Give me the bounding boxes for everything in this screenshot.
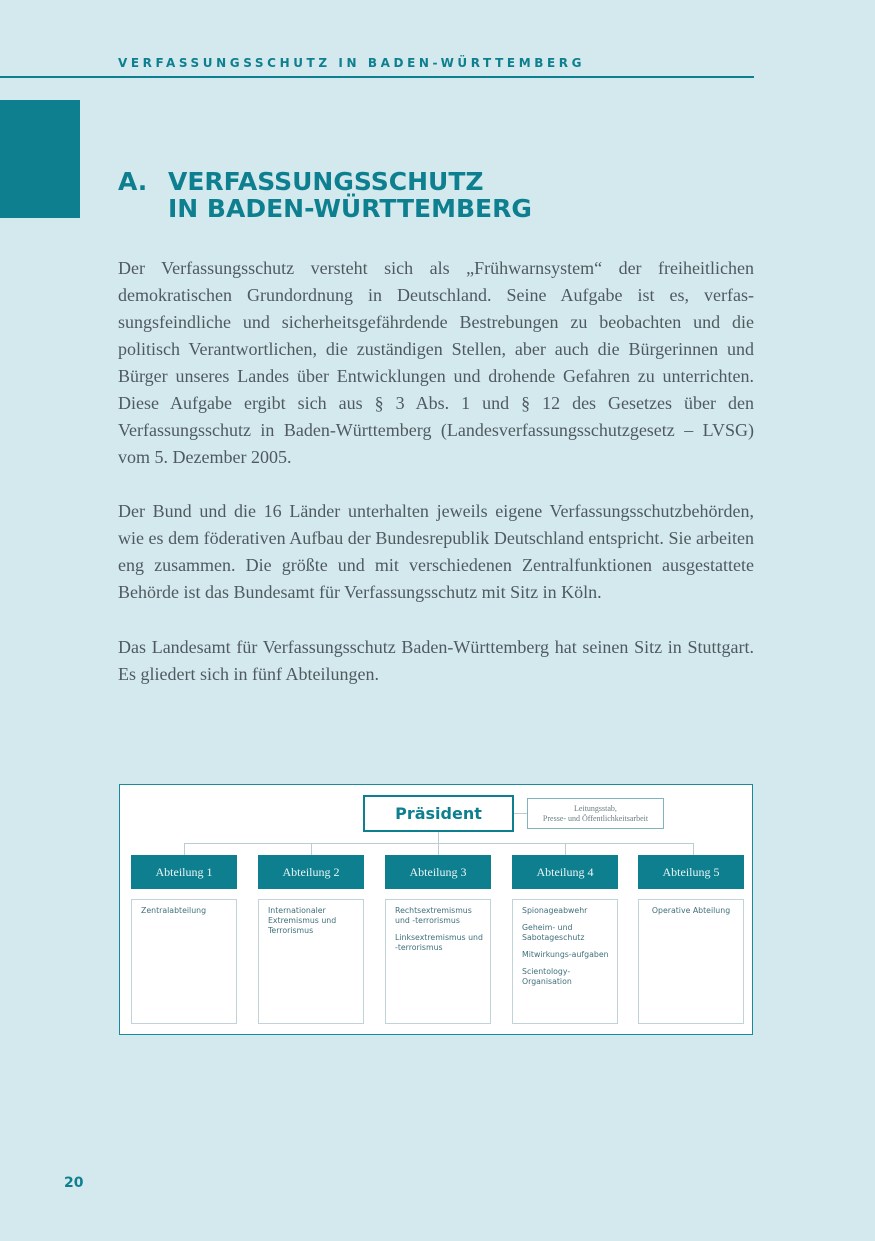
task-item: Operative Abteilung [651,906,731,915]
department-3-tasks [385,899,491,1024]
connector-dept-5 [693,843,694,855]
task-item: Spionageabwehr [522,906,588,915]
chapter-number: A. [118,167,148,196]
department-2-header: Abteilung 2 [258,855,364,889]
connector-dept-1 [184,843,185,855]
department-2-tasks [258,899,364,1024]
department-3-header: Abteilung 3 [385,855,491,889]
org-chart [119,784,753,1035]
chapter-title-line-1: VERFASSUNGSSCHUTZ [168,167,484,196]
staff-box [527,798,664,829]
department-5-tasks [638,899,744,1024]
staff-line-1: Leitungsstab, [574,803,617,813]
task-item: Zentralabteilung [141,906,207,915]
task-item: Linksextremismus und -terrorismus [395,933,483,952]
president-box: Präsident [363,795,514,832]
department-1-header: Abteilung 1 [131,855,237,889]
page-number: 20 [64,1175,84,1191]
connector-staff [514,813,527,814]
department-4-header: Abteilung 4 [512,855,618,889]
paragraph-1: Der Verfassungsschutz versteht sich als „Frühwarnsystem“ der freiheitlichen demokratischen Grundordnung in Deutschland. Seine Aufgabe ist es, verfassungsfeindliche und sicherheitsgefährdende Bestrebungen zu beobachten und die politisch Verantwortlichen, die zuständigen Stellen, aber auch die Bürgerinnen und Bürger unseres Landes über Entwicklungen und drohende Gefahren zu unterrichten. Diese Aufgabe ergibt sich aus § 3 Abs. 1 und § 12 des Gesetzes über den Verfassungsschutz in Baden-Württemberg (Landesverfassungsschutzgesetz – LVSG) vom 5. Dezember 2005. [118,258,754,467]
department-5-header: Abteilung 5 [638,855,744,889]
staff-line-2: Presse- und Öffentlichkeitsarbeit [542,813,649,823]
connector-dept-4 [565,843,566,855]
connector-dept-3 [438,843,439,855]
running-header: VERFASSUNGSSCHUTZ IN BADEN-WÜRTTEMBERG [118,56,586,70]
chapter-marker-block [0,100,80,218]
header-rule [0,76,754,78]
department-4-tasks [512,899,618,1024]
chapter-title-line-2: IN BADEN-WÜRTTEMBERG [168,194,532,223]
paragraph-2: Der Bund und die 16 Länder unterhalten jeweils eigene Verfassungsschutzbehörden, wie es dem föderativen Aufbau der Bundesrepublik Deutschland entspricht. Sie arbeiten eng zusammen. Die größte und mit verschiedenen Zentralfunktionen ausgestattete Behörde ist das Bundesamt für Verfassungsschutz mit Sitz in Köln. [118,501,754,602]
task-item: Mitwirkungs-aufgaben [522,950,609,959]
task-item: Internationaler Extremismus und Terrorismus [268,906,337,935]
connector-horizontal [184,843,694,844]
paragraph-3: Das Landesamt für Verfassungsschutz Baden-Württemberg hat seinen Sitz in Stuttgart. Es gliedert sich in fünf Abteilungen. [118,637,754,684]
connector-dept-2 [311,843,312,855]
task-item: Scientology-Organisation [522,967,572,986]
task-item: Geheim- und Sabotageschutz [522,923,585,942]
department-1-tasks [131,899,237,1024]
task-item: Rechtsextremismus und -terrorismus [395,906,472,925]
